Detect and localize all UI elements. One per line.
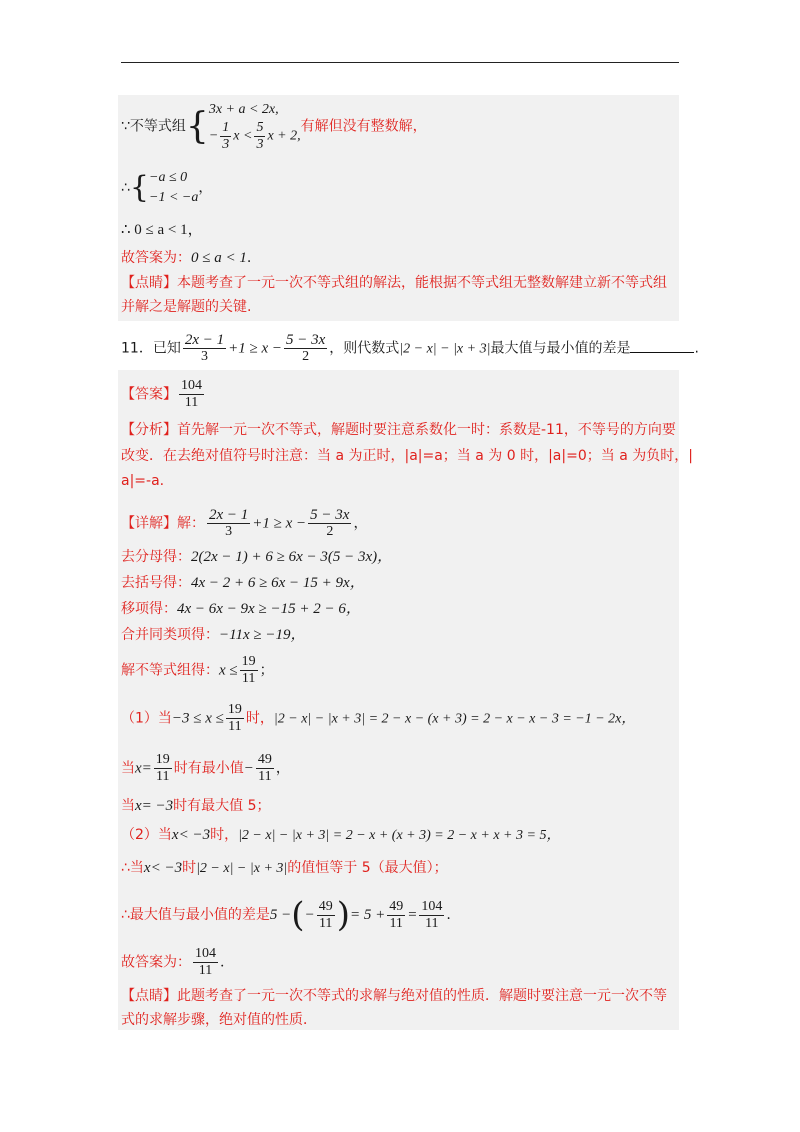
equals: = xyxy=(407,907,418,923)
math-part: 5 − xyxy=(269,907,292,923)
step-math: 4x − 2 + 6 ≥ 6x − 15 + 9x， xyxy=(191,575,365,591)
constant-text: 的值恒等于 5（最大值）； xyxy=(287,860,448,876)
x-equals: x= xyxy=(135,760,152,777)
step-3 xyxy=(121,599,361,619)
frac-19-11 xyxy=(154,752,172,785)
analysis-line-3: a|=-a. xyxy=(121,473,165,489)
case-expression: |2 − x| − |x + 3| = 2 − x + (x + 3) = 2 − x + x + 3 = 5， xyxy=(238,828,561,843)
left-brace-icon: { xyxy=(129,170,150,205)
step-label: 移项得： xyxy=(121,601,177,617)
x-equals: x= −3 xyxy=(135,798,174,814)
because-text: ∵不等式组 xyxy=(121,118,186,135)
numerator: 1 xyxy=(222,120,230,135)
case-1 xyxy=(121,702,635,735)
frac-104-11 xyxy=(193,946,218,979)
frac-49-11 xyxy=(317,899,335,932)
comment-1-line-1: 【点睛】本题考查了一元一次不等式组的解法，能根据不等式组无整数解建立新不等式组 xyxy=(121,275,667,291)
min-text: 时有最小值 xyxy=(173,760,244,777)
when-text: 时 xyxy=(182,860,197,876)
question-number: 11．已知 xyxy=(121,340,181,357)
denominator: 3 xyxy=(222,137,230,152)
period: . xyxy=(246,250,252,266)
therefore-symbol: ∴ xyxy=(121,180,130,196)
question-11 xyxy=(121,332,699,365)
numerator: 49 xyxy=(389,898,404,914)
denominator: 11 xyxy=(258,769,272,784)
comment-2-line-1: 【点睛】此题考查了一元一次不等式的求解与绝对值的性质．解题时要注意一元一次不等 xyxy=(121,988,667,1004)
answer-row xyxy=(121,378,206,411)
case-label: （2）当 xyxy=(121,827,172,843)
system-mid: x < xyxy=(233,128,253,144)
numerator: 2x − 1 xyxy=(209,507,249,523)
frac-5-3x-over-2 xyxy=(284,332,327,365)
comma: ， xyxy=(353,515,368,532)
therefore-text: ∴当 xyxy=(121,860,144,876)
conclusion-2: ∴最大值与最小值的差是5 −(− $\frac{49}{11}$ )= 5 + $\frac{49}{11}$ = $\frac{104}{11}$ . xyxy=(121,895,451,935)
frac-5-3x-over-2 xyxy=(308,507,351,540)
case-label: （1）当 xyxy=(121,710,172,727)
period: . xyxy=(220,954,225,971)
when-text: 当 xyxy=(121,798,135,814)
frac-five-thirds xyxy=(254,120,265,153)
numerator: 104 xyxy=(181,378,202,393)
frac-49-11 xyxy=(256,752,274,785)
denominator: 2 xyxy=(326,524,334,539)
semicolon: ； xyxy=(259,662,274,679)
analysis-line-1: 【分析】首先解一元一次不等式，解题时要注意系数化一时：系数是-11，不等号的方向要 xyxy=(121,422,676,438)
step-math: 2(2x − 1) + 6 ≥ 6x − 3(5 − 3x)， xyxy=(191,549,393,565)
denominator: 11 xyxy=(389,915,403,931)
case-range: x< −3 xyxy=(143,860,183,876)
step-math: −11x ≥ −19， xyxy=(219,627,306,643)
answer-line-1 xyxy=(121,248,251,268)
step-5 xyxy=(121,654,274,687)
denominator: 11 xyxy=(198,963,213,978)
analysis-line-2: 改变．在去绝对值符号时注意：当 a 为正时，|a|=a；当 a 为 0 时，|a|=0；当 a 为负时，| xyxy=(121,448,693,464)
has-solution-text: 有解但没有整数解， xyxy=(300,118,427,135)
when-text: 时， xyxy=(210,827,239,843)
conclusion-1 xyxy=(121,858,448,879)
system-line-2 xyxy=(209,120,301,153)
numerator: 19 xyxy=(227,702,242,717)
left-paren-icon: ( xyxy=(291,895,305,935)
case-2 xyxy=(121,825,560,846)
numerator: 19 xyxy=(241,654,256,669)
numerator: 2x − 1 xyxy=(184,332,225,348)
system2-line-2: −1 < −a xyxy=(149,190,199,205)
numerator: 19 xyxy=(155,752,170,767)
therefore-system xyxy=(121,168,212,208)
left-brace-icon: { xyxy=(185,105,209,147)
period: . xyxy=(694,340,699,357)
step-2 xyxy=(121,573,365,593)
when-text: 当 xyxy=(121,760,135,777)
answer-prefix: 故答案为： xyxy=(121,954,191,971)
step-label: 解不等式组得： xyxy=(121,662,219,679)
denominator: 11 xyxy=(318,915,333,931)
right-paren-icon: ) xyxy=(336,895,350,935)
denominator: 11 xyxy=(241,671,256,686)
max-value-line xyxy=(121,796,271,816)
system-line-1: 3x + a < 2x, xyxy=(208,102,279,117)
case-range: x< −3 xyxy=(171,827,211,843)
denominator: 3 xyxy=(225,524,233,539)
system-statement xyxy=(121,100,427,153)
frac-2x-1-over-3 xyxy=(183,332,226,365)
step-1 xyxy=(121,547,392,567)
denominator: 11 xyxy=(184,395,199,410)
comma: ， xyxy=(198,180,213,196)
period: . xyxy=(446,907,451,923)
minus-sign: − xyxy=(208,128,219,144)
comment-1-line-2: 并解之是解题的关键. xyxy=(121,299,252,315)
abs-expression: |2 − x| − |x + 3| xyxy=(399,341,491,357)
answer-prefix: 故答案为： xyxy=(121,250,191,266)
denominator: 3 xyxy=(200,349,208,364)
frac-19-11 xyxy=(226,702,244,735)
answer-blank xyxy=(630,338,694,353)
inequality-system-2 xyxy=(149,168,198,208)
inequality-mid: +1 ≥ x − xyxy=(228,340,282,357)
detail-row xyxy=(121,507,367,540)
frac-one-third xyxy=(220,120,231,153)
numerator: 104 xyxy=(195,946,216,961)
question-text: 最大值与最小值的差是 xyxy=(490,340,631,357)
denominator: 2 xyxy=(302,349,310,364)
therefore-range: ∴ 0 ≤ a < 1， xyxy=(121,222,203,238)
numerator: 5 − 3x xyxy=(286,332,326,348)
denominator: 11 xyxy=(228,719,242,734)
case-range: −3 ≤ x ≤ xyxy=(171,710,224,727)
denominator: 11 xyxy=(156,769,170,784)
step-4 xyxy=(121,625,306,645)
system2-line-1: −a ≤ 0 xyxy=(149,170,188,185)
question-tail: ，则代数式 xyxy=(329,340,400,357)
frac-2x-1-over-3 xyxy=(207,507,250,540)
step-label: 去括号得： xyxy=(121,575,191,591)
when-text: 时， xyxy=(245,710,274,727)
frac-19-11 xyxy=(240,654,258,687)
step-math: x ≤ xyxy=(219,662,238,679)
system-post: x + 2, xyxy=(267,128,301,144)
comma: ， xyxy=(275,760,290,777)
header-rule xyxy=(121,62,679,63)
step-label: 合并同类项得： xyxy=(121,627,219,643)
min-value-line xyxy=(121,752,290,785)
abs-expression: |2 − x| − |x + 3| xyxy=(196,861,288,876)
numerator: 104 xyxy=(421,898,443,914)
answer-math: 0 ≤ a < 1 xyxy=(191,250,247,266)
inequality-system xyxy=(209,100,301,153)
inequality-mid: +1 ≥ x − xyxy=(252,515,307,532)
final-answer xyxy=(121,946,224,979)
detail-label: 【详解】解： xyxy=(121,515,205,532)
frac-49-11 xyxy=(387,899,405,932)
numerator: 5 − 3x xyxy=(310,507,350,523)
answer-fraction xyxy=(179,378,204,411)
comment-2-line-2: 式的求解步骤，绝对值的性质． xyxy=(121,1012,317,1028)
max-text: 时有最大值 5； xyxy=(173,798,271,814)
difference-text: ∴最大值与最小值的差是 xyxy=(121,907,270,923)
minus-sign: − xyxy=(243,760,254,777)
numerator: 49 xyxy=(318,898,333,914)
frac-104-11 xyxy=(419,899,444,932)
answer-label: 【答案】 xyxy=(121,386,177,403)
math-part: = 5 + xyxy=(349,907,386,923)
step-math: 4x − 6x − 9x ≥ −15 + 2 − 6， xyxy=(177,601,361,617)
numerator: 5 xyxy=(256,120,264,135)
case-expression: |2 − x| − |x + 3| = 2 − x − (x + 3) = 2 − x − x − 3 = −1 − 2x， xyxy=(273,711,636,727)
denominator: 11 xyxy=(425,915,439,931)
numerator: 49 xyxy=(257,752,272,767)
denominator: 3 xyxy=(256,137,264,152)
step-label: 去分母得： xyxy=(121,549,191,565)
